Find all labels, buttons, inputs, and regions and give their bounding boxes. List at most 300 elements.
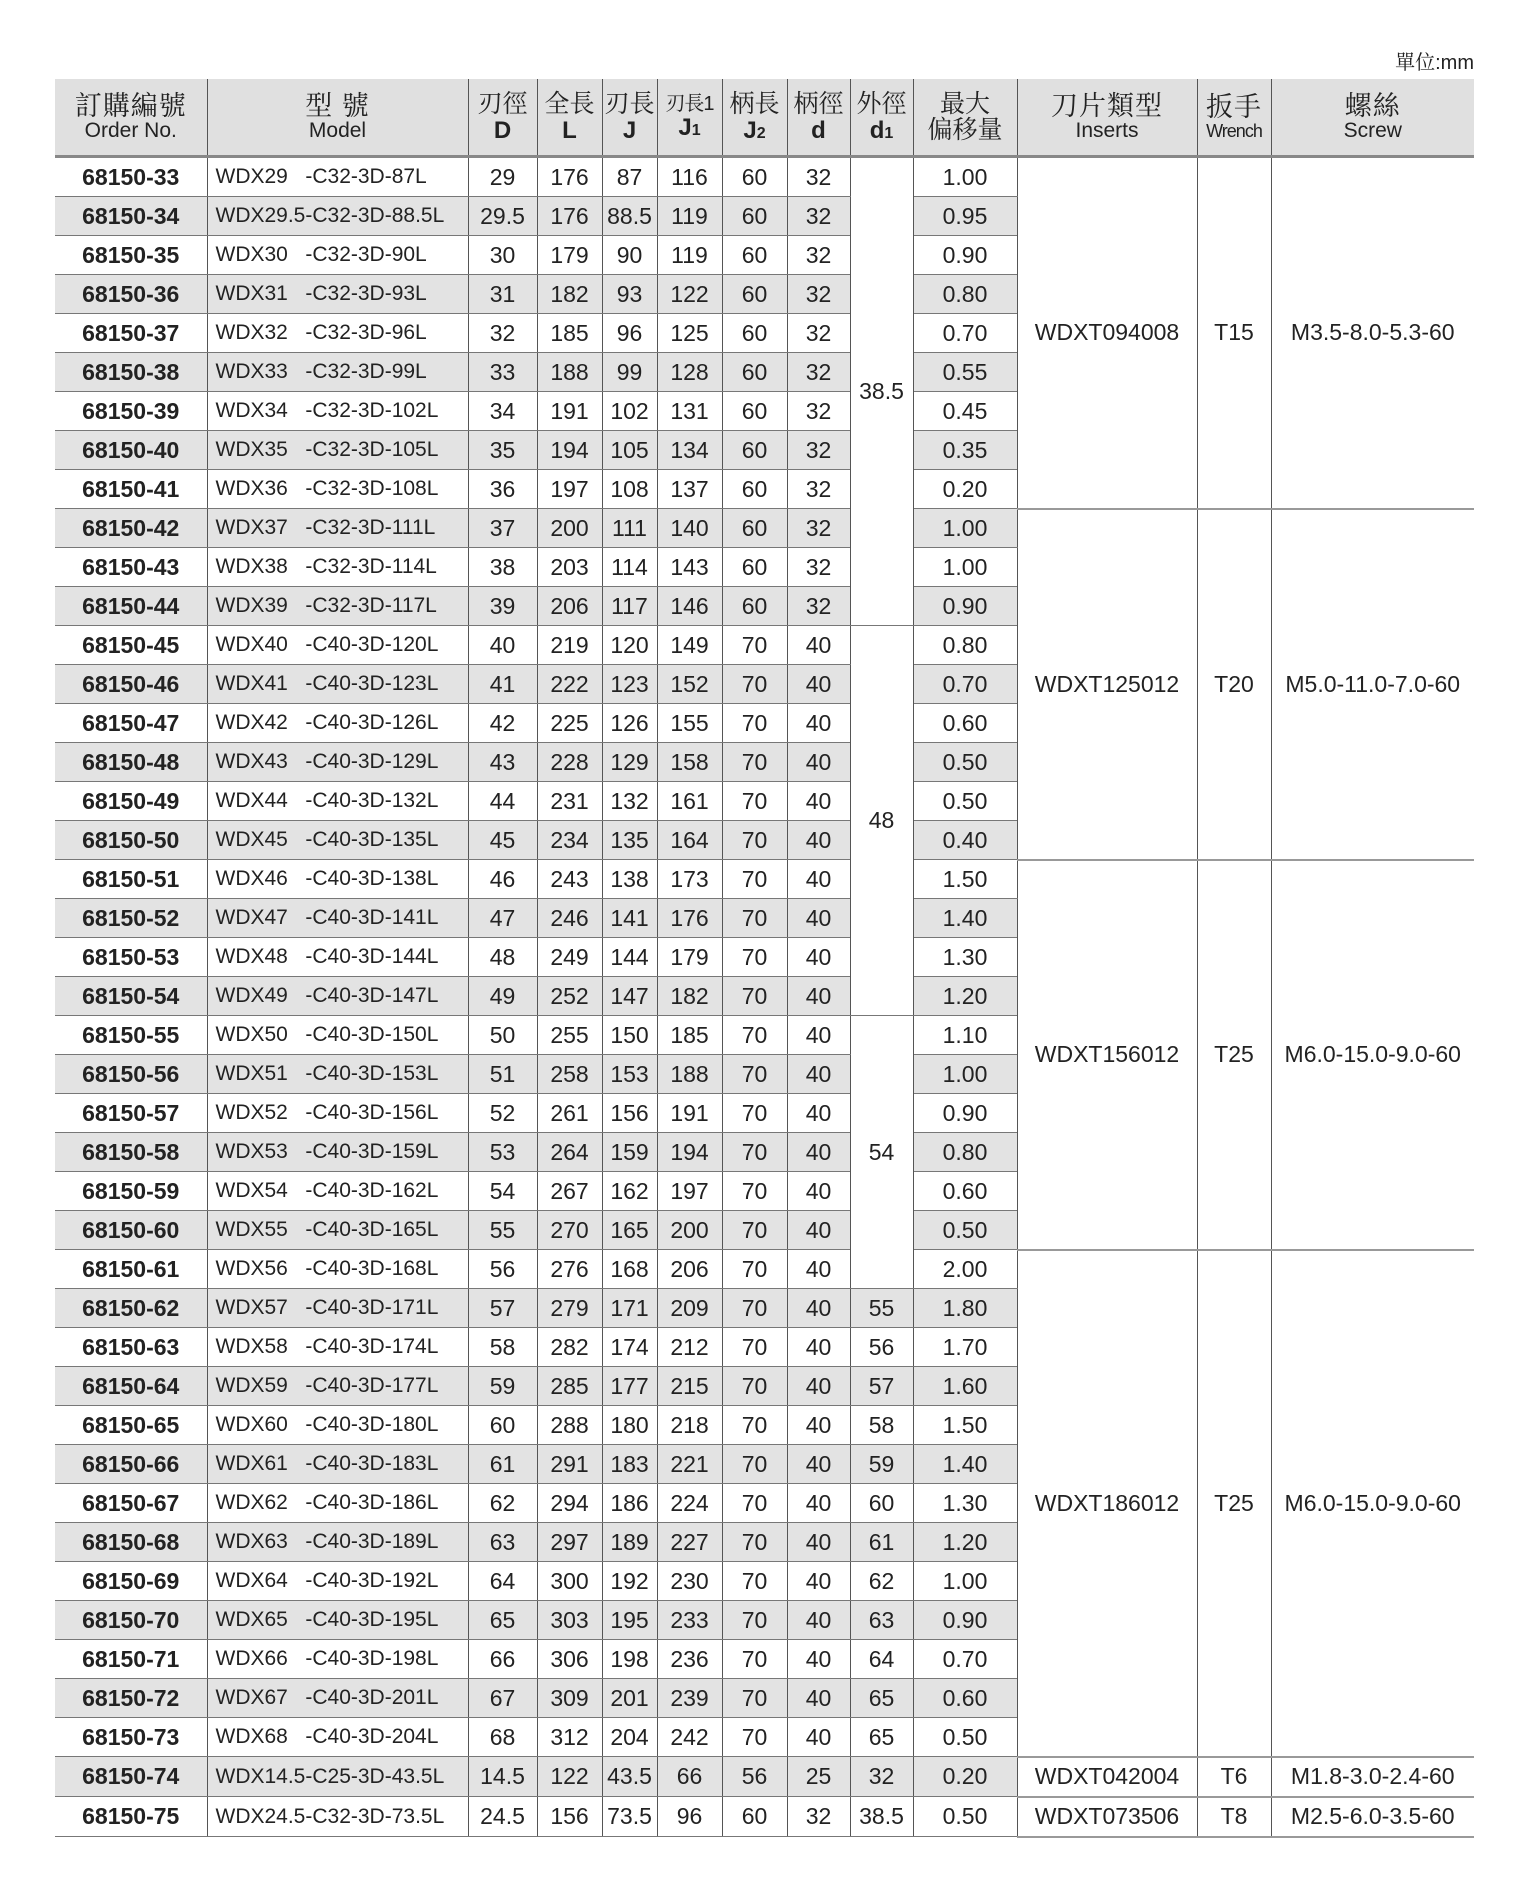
cell-offset: 0.50	[913, 1718, 1017, 1757]
cell-d: 40	[787, 1133, 850, 1172]
cell-offset: 1.00	[913, 548, 1017, 587]
cell-model: WDX32 -C32-3D-96L	[207, 314, 468, 353]
cell-j1: 164	[657, 821, 722, 860]
cell-order: 68150-54	[55, 977, 207, 1016]
cell-j2: 70	[722, 1211, 787, 1250]
cell-d: 33	[468, 353, 537, 392]
cell-j: 186	[602, 1484, 657, 1523]
cell-offset: 1.30	[913, 1484, 1017, 1523]
cell-j: 135	[602, 821, 657, 860]
cell-j1: 125	[657, 314, 722, 353]
cell-j: 159	[602, 1133, 657, 1172]
cell-d: 35	[468, 431, 537, 470]
cell-l: 203	[537, 548, 602, 587]
cell-d: 40	[787, 1250, 850, 1289]
cell-d1: 32	[850, 1757, 913, 1797]
table-row	[55, 1797, 1474, 1837]
cell-j1: 209	[657, 1289, 722, 1328]
cell-model: WDX14.5-C25-3D-43.5L	[207, 1757, 468, 1797]
cell-j2: 70	[722, 704, 787, 743]
cell-d1: 65	[850, 1718, 913, 1757]
cell-offset: 1.50	[913, 860, 1017, 899]
cell-model: WDX68 -C40-3D-204L	[207, 1718, 468, 1757]
cell-order: 68150-42	[55, 509, 207, 548]
cell-j: 111	[602, 509, 657, 548]
header-J1-sym-main: J	[678, 113, 692, 141]
cell-model: WDX34 -C32-3D-102L	[207, 392, 468, 431]
cell-d: 62	[468, 1484, 537, 1523]
cell-l: 255	[537, 1016, 602, 1055]
header-J-zh: 刃長	[604, 90, 655, 119]
cell-d: 40	[787, 1172, 850, 1211]
cell-j1: 119	[657, 236, 722, 275]
cell-l: 246	[537, 899, 602, 938]
cell-model: WDX29 -C32-3D-87L	[207, 157, 468, 197]
cell-j: 156	[602, 1094, 657, 1133]
cell-d: 30	[468, 236, 537, 275]
cell-order: 68150-60	[55, 1211, 207, 1250]
cell-j: 162	[602, 1172, 657, 1211]
cell-d1: 38.5	[850, 1797, 913, 1837]
cell-j: 180	[602, 1406, 657, 1445]
cell-screw-merged: M5.0-11.0-7.0-60	[1271, 509, 1474, 860]
cell-model: WDX39 -C32-3D-117L	[207, 587, 468, 626]
cell-j: 147	[602, 977, 657, 1016]
cell-j1: 215	[657, 1367, 722, 1406]
cell-model: WDX64 -C40-3D-192L	[207, 1562, 468, 1601]
cell-d: 40	[787, 1445, 850, 1484]
cell-model: WDX37 -C32-3D-111L	[207, 509, 468, 548]
cell-j1: 173	[657, 860, 722, 899]
cell-order: 68150-51	[55, 860, 207, 899]
table-row	[55, 157, 1474, 197]
header-inserts-zh: 刀片類型	[1051, 90, 1163, 121]
cell-d: 40	[787, 899, 850, 938]
cell-j1: 152	[657, 665, 722, 704]
cell-d: 59	[468, 1367, 537, 1406]
cell-j2: 60	[722, 1797, 787, 1837]
cell-j1: 158	[657, 743, 722, 782]
header-D-zh: 刃徑	[477, 90, 528, 119]
cell-j2: 60	[722, 548, 787, 587]
cell-d: 24.5	[468, 1797, 537, 1837]
header-d1	[850, 79, 913, 157]
cell-d: 14.5	[468, 1757, 537, 1797]
cell-j1: 146	[657, 587, 722, 626]
cell-model: WDX57 -C40-3D-171L	[207, 1289, 468, 1328]
cell-d: 41	[468, 665, 537, 704]
header-order-zh: 訂購編號	[74, 90, 187, 121]
cell-d: 40	[787, 1094, 850, 1133]
cell-model: WDX45 -C40-3D-135L	[207, 821, 468, 860]
cell-j2: 60	[722, 197, 787, 236]
cell-j2: 70	[722, 1367, 787, 1406]
cell-j1: 143	[657, 548, 722, 587]
cell-d: 40	[787, 1601, 850, 1640]
cell-j: 192	[602, 1562, 657, 1601]
header-screw-zh: 螺絲	[1344, 90, 1401, 121]
cell-j1: 188	[657, 1055, 722, 1094]
cell-l: 219	[537, 626, 602, 665]
header-d-sym: d	[811, 116, 826, 144]
cell-l: 279	[537, 1289, 602, 1328]
cell-model: WDX40 -C40-3D-120L	[207, 626, 468, 665]
cell-wrench-merged: T20	[1197, 509, 1271, 860]
cell-d: 40	[787, 1640, 850, 1679]
cell-offset: 1.40	[913, 1445, 1017, 1484]
cell-d: 68	[468, 1718, 537, 1757]
cell-d: 45	[468, 821, 537, 860]
cell-model: WDX33 -C32-3D-99L	[207, 353, 468, 392]
cell-j1: 122	[657, 275, 722, 314]
cell-j: 88.5	[602, 197, 657, 236]
cell-d: 34	[468, 392, 537, 431]
cell-l: 222	[537, 665, 602, 704]
header-d-zh: 柄徑	[793, 90, 844, 119]
cell-order: 68150-75	[55, 1797, 207, 1837]
cell-order: 68150-70	[55, 1601, 207, 1640]
cell-d: 29	[468, 157, 537, 197]
header-J2-sym-main: J	[743, 116, 757, 144]
cell-l: 225	[537, 704, 602, 743]
cell-offset: 1.20	[913, 977, 1017, 1016]
cell-j: 165	[602, 1211, 657, 1250]
cell-l: 188	[537, 353, 602, 392]
cell-j2: 70	[722, 938, 787, 977]
header-L	[537, 79, 602, 157]
cell-d: 39	[468, 587, 537, 626]
cell-j2: 70	[722, 821, 787, 860]
cell-j1: 233	[657, 1601, 722, 1640]
cell-j: 93	[602, 275, 657, 314]
cell-order: 68150-63	[55, 1328, 207, 1367]
cell-l: 122	[537, 1757, 602, 1797]
cell-offset: 1.00	[913, 1562, 1017, 1601]
cell-wrench-merged: T8	[1197, 1797, 1271, 1837]
cell-j: 43.5	[602, 1757, 657, 1797]
cell-d: 40	[787, 1016, 850, 1055]
cell-order: 68150-57	[55, 1094, 207, 1133]
cell-j2: 70	[722, 1133, 787, 1172]
cell-model: WDX30 -C32-3D-90L	[207, 236, 468, 275]
cell-d: 32	[787, 509, 850, 548]
cell-model: WDX56 -C40-3D-168L	[207, 1250, 468, 1289]
cell-d: 65	[468, 1601, 537, 1640]
cell-j2: 60	[722, 236, 787, 275]
header-offset	[913, 79, 1017, 157]
cell-l: 291	[537, 1445, 602, 1484]
cell-d1: 62	[850, 1562, 913, 1601]
cell-j: 108	[602, 470, 657, 509]
header-inserts	[1017, 79, 1197, 157]
cell-j: 99	[602, 353, 657, 392]
cell-l: 234	[537, 821, 602, 860]
cell-j1: 128	[657, 353, 722, 392]
cell-j: 144	[602, 938, 657, 977]
cell-l: 270	[537, 1211, 602, 1250]
cell-order: 68150-73	[55, 1718, 207, 1757]
cell-j2: 70	[722, 977, 787, 1016]
cell-j1: 134	[657, 431, 722, 470]
cell-d: 32	[787, 392, 850, 431]
cell-j: 129	[602, 743, 657, 782]
cell-j1: 119	[657, 197, 722, 236]
cell-d1: 61	[850, 1523, 913, 1562]
cell-j2: 70	[722, 1445, 787, 1484]
cell-l: 176	[537, 157, 602, 197]
cell-d: 61	[468, 1445, 537, 1484]
cell-j2: 70	[722, 1718, 787, 1757]
cell-d: 57	[468, 1289, 537, 1328]
cell-offset: 1.00	[913, 509, 1017, 548]
cell-d: 40	[787, 821, 850, 860]
cell-l: 297	[537, 1523, 602, 1562]
cell-model: WDX35 -C32-3D-105L	[207, 431, 468, 470]
cell-d1: 59	[850, 1445, 913, 1484]
cell-order: 68150-66	[55, 1445, 207, 1484]
cell-offset: 1.10	[913, 1016, 1017, 1055]
cell-screw-merged: M6.0-15.0-9.0-60	[1271, 860, 1474, 1250]
cell-wrench-merged: T6	[1197, 1757, 1271, 1797]
cell-order: 68150-68	[55, 1523, 207, 1562]
cell-l: 288	[537, 1406, 602, 1445]
cell-wrench-merged: T25	[1197, 860, 1271, 1250]
cell-offset: 0.95	[913, 197, 1017, 236]
cell-d: 32	[787, 157, 850, 197]
cell-j1: 179	[657, 938, 722, 977]
cell-j: 126	[602, 704, 657, 743]
cell-d: 56	[468, 1250, 537, 1289]
cell-screw-merged: M2.5-6.0-3.5-60	[1271, 1797, 1474, 1837]
cell-j2: 70	[722, 1289, 787, 1328]
cell-j1: 149	[657, 626, 722, 665]
cell-offset: 0.20	[913, 1757, 1017, 1797]
cell-j2: 60	[722, 470, 787, 509]
cell-order: 68150-45	[55, 626, 207, 665]
cell-j1: 185	[657, 1016, 722, 1055]
cell-j: 195	[602, 1601, 657, 1640]
cell-d: 55	[468, 1211, 537, 1250]
cell-l: 200	[537, 509, 602, 548]
cell-j1: 236	[657, 1640, 722, 1679]
cell-order: 68150-72	[55, 1679, 207, 1718]
cell-d: 54	[468, 1172, 537, 1211]
cell-order: 68150-36	[55, 275, 207, 314]
cell-offset: 0.60	[913, 704, 1017, 743]
cell-l: 261	[537, 1094, 602, 1133]
cell-j1: 224	[657, 1484, 722, 1523]
cell-l: 309	[537, 1679, 602, 1718]
cell-inserts-merged: WDXT073506	[1017, 1797, 1197, 1837]
cell-offset: 0.35	[913, 431, 1017, 470]
cell-d: 51	[468, 1055, 537, 1094]
cell-d: 32	[787, 587, 850, 626]
cell-offset: 1.30	[913, 938, 1017, 977]
cell-j: 171	[602, 1289, 657, 1328]
cell-d: 40	[787, 1289, 850, 1328]
header-J1-sub: 1	[691, 121, 701, 139]
header-d1-sub: 1	[884, 124, 894, 142]
product-spec-table	[55, 79, 1474, 1838]
cell-d1-merged: 54	[850, 1016, 913, 1289]
cell-model: WDX61 -C40-3D-183L	[207, 1445, 468, 1484]
cell-l: 197	[537, 470, 602, 509]
header-offset-zh1: 最大	[939, 89, 990, 118]
cell-d: 32	[468, 314, 537, 353]
cell-l: 206	[537, 587, 602, 626]
header-model-zh: 型 號	[305, 90, 370, 121]
cell-l: 182	[537, 275, 602, 314]
cell-j: 141	[602, 899, 657, 938]
cell-model: WDX50 -C40-3D-150L	[207, 1016, 468, 1055]
cell-j2: 70	[722, 1250, 787, 1289]
header-row	[55, 79, 1474, 157]
cell-l: 176	[537, 197, 602, 236]
cell-j1: 218	[657, 1406, 722, 1445]
cell-order: 68150-50	[55, 821, 207, 860]
cell-d: 40	[787, 938, 850, 977]
header-d	[787, 79, 850, 157]
cell-offset: 0.40	[913, 821, 1017, 860]
cell-l: 303	[537, 1601, 602, 1640]
cell-j1: 197	[657, 1172, 722, 1211]
cell-j: 198	[602, 1640, 657, 1679]
cell-j1: 176	[657, 899, 722, 938]
cell-j2: 70	[722, 1328, 787, 1367]
cell-d1: 58	[850, 1406, 913, 1445]
cell-j1: 200	[657, 1211, 722, 1250]
cell-d: 38	[468, 548, 537, 587]
cell-offset: 0.70	[913, 1640, 1017, 1679]
cell-order: 68150-41	[55, 470, 207, 509]
cell-j1: 212	[657, 1328, 722, 1367]
cell-d: 46	[468, 860, 537, 899]
cell-model: WDX51 -C40-3D-153L	[207, 1055, 468, 1094]
cell-d: 25	[787, 1757, 850, 1797]
cell-offset: 0.60	[913, 1172, 1017, 1211]
cell-j2: 70	[722, 782, 787, 821]
cell-offset: 0.90	[913, 236, 1017, 275]
cell-j: 183	[602, 1445, 657, 1484]
cell-d: 42	[468, 704, 537, 743]
cell-d: 40	[787, 977, 850, 1016]
cell-offset: 0.90	[913, 1094, 1017, 1133]
cell-l: 264	[537, 1133, 602, 1172]
header-D	[468, 79, 537, 157]
cell-d: 32	[787, 548, 850, 587]
cell-j: 201	[602, 1679, 657, 1718]
cell-d: 32	[787, 314, 850, 353]
cell-d: 63	[468, 1523, 537, 1562]
cell-d1: 56	[850, 1328, 913, 1367]
cell-order: 68150-40	[55, 431, 207, 470]
cell-l: 285	[537, 1367, 602, 1406]
cell-order: 68150-61	[55, 1250, 207, 1289]
cell-d1-merged: 48	[850, 626, 913, 1016]
cell-order: 68150-71	[55, 1640, 207, 1679]
header-J2-zh: 柄長	[729, 90, 780, 119]
cell-j: 123	[602, 665, 657, 704]
cell-order: 68150-33	[55, 157, 207, 197]
header-order-en: Order No.	[84, 119, 177, 143]
cell-j2: 70	[722, 1055, 787, 1094]
cell-j1: 191	[657, 1094, 722, 1133]
cell-j2: 60	[722, 353, 787, 392]
cell-offset: 1.40	[913, 899, 1017, 938]
cell-d: 40	[787, 704, 850, 743]
header-D-sym: D	[493, 116, 512, 144]
cell-j2: 70	[722, 860, 787, 899]
cell-d: 32	[787, 197, 850, 236]
cell-l: 312	[537, 1718, 602, 1757]
cell-model: WDX58 -C40-3D-174L	[207, 1328, 468, 1367]
cell-d: 50	[468, 1016, 537, 1055]
cell-offset: 1.60	[913, 1367, 1017, 1406]
cell-model: WDX46 -C40-3D-138L	[207, 860, 468, 899]
cell-j: 87	[602, 157, 657, 197]
cell-l: 243	[537, 860, 602, 899]
cell-offset: 1.70	[913, 1328, 1017, 1367]
cell-j1: 155	[657, 704, 722, 743]
cell-j: 177	[602, 1367, 657, 1406]
cell-j2: 60	[722, 314, 787, 353]
cell-j: 96	[602, 314, 657, 353]
header-screw-en: Screw	[1343, 119, 1402, 143]
cell-l: 249	[537, 938, 602, 977]
cell-model: WDX48 -C40-3D-144L	[207, 938, 468, 977]
cell-d: 31	[468, 275, 537, 314]
cell-model: WDX49 -C40-3D-147L	[207, 977, 468, 1016]
header-model	[207, 79, 468, 157]
cell-offset: 2.00	[913, 1250, 1017, 1289]
cell-l: 191	[537, 392, 602, 431]
cell-model: WDX43 -C40-3D-129L	[207, 743, 468, 782]
cell-offset: 0.90	[913, 587, 1017, 626]
cell-j2: 60	[722, 157, 787, 197]
cell-inserts-merged: WDXT156012	[1017, 860, 1197, 1250]
cell-l: 231	[537, 782, 602, 821]
cell-j: 114	[602, 548, 657, 587]
cell-order: 68150-39	[55, 392, 207, 431]
header-d1-sym-main: d	[869, 116, 885, 144]
cell-model: WDX24.5-C32-3D-73.5L	[207, 1797, 468, 1837]
cell-j: 138	[602, 860, 657, 899]
cell-j: 189	[602, 1523, 657, 1562]
cell-wrench-merged: T25	[1197, 1250, 1271, 1757]
cell-order: 68150-37	[55, 314, 207, 353]
cell-j2: 70	[722, 1016, 787, 1055]
header-inserts-en: Inserts	[1075, 119, 1139, 143]
cell-j1: 161	[657, 782, 722, 821]
cell-offset: 0.70	[913, 665, 1017, 704]
cell-j: 117	[602, 587, 657, 626]
cell-j1: 182	[657, 977, 722, 1016]
cell-offset: 0.80	[913, 626, 1017, 665]
cell-offset: 0.80	[913, 1133, 1017, 1172]
cell-model: WDX42 -C40-3D-126L	[207, 704, 468, 743]
cell-j1: 194	[657, 1133, 722, 1172]
cell-offset: 0.45	[913, 392, 1017, 431]
cell-j: 90	[602, 236, 657, 275]
cell-j1: 66	[657, 1757, 722, 1797]
cell-j1: 131	[657, 392, 722, 431]
cell-j: 150	[602, 1016, 657, 1055]
cell-model: WDX60 -C40-3D-180L	[207, 1406, 468, 1445]
cell-d1: 55	[850, 1289, 913, 1328]
cell-l: 306	[537, 1640, 602, 1679]
header-J1-sym	[658, 115, 722, 140]
cell-d: 48	[468, 938, 537, 977]
